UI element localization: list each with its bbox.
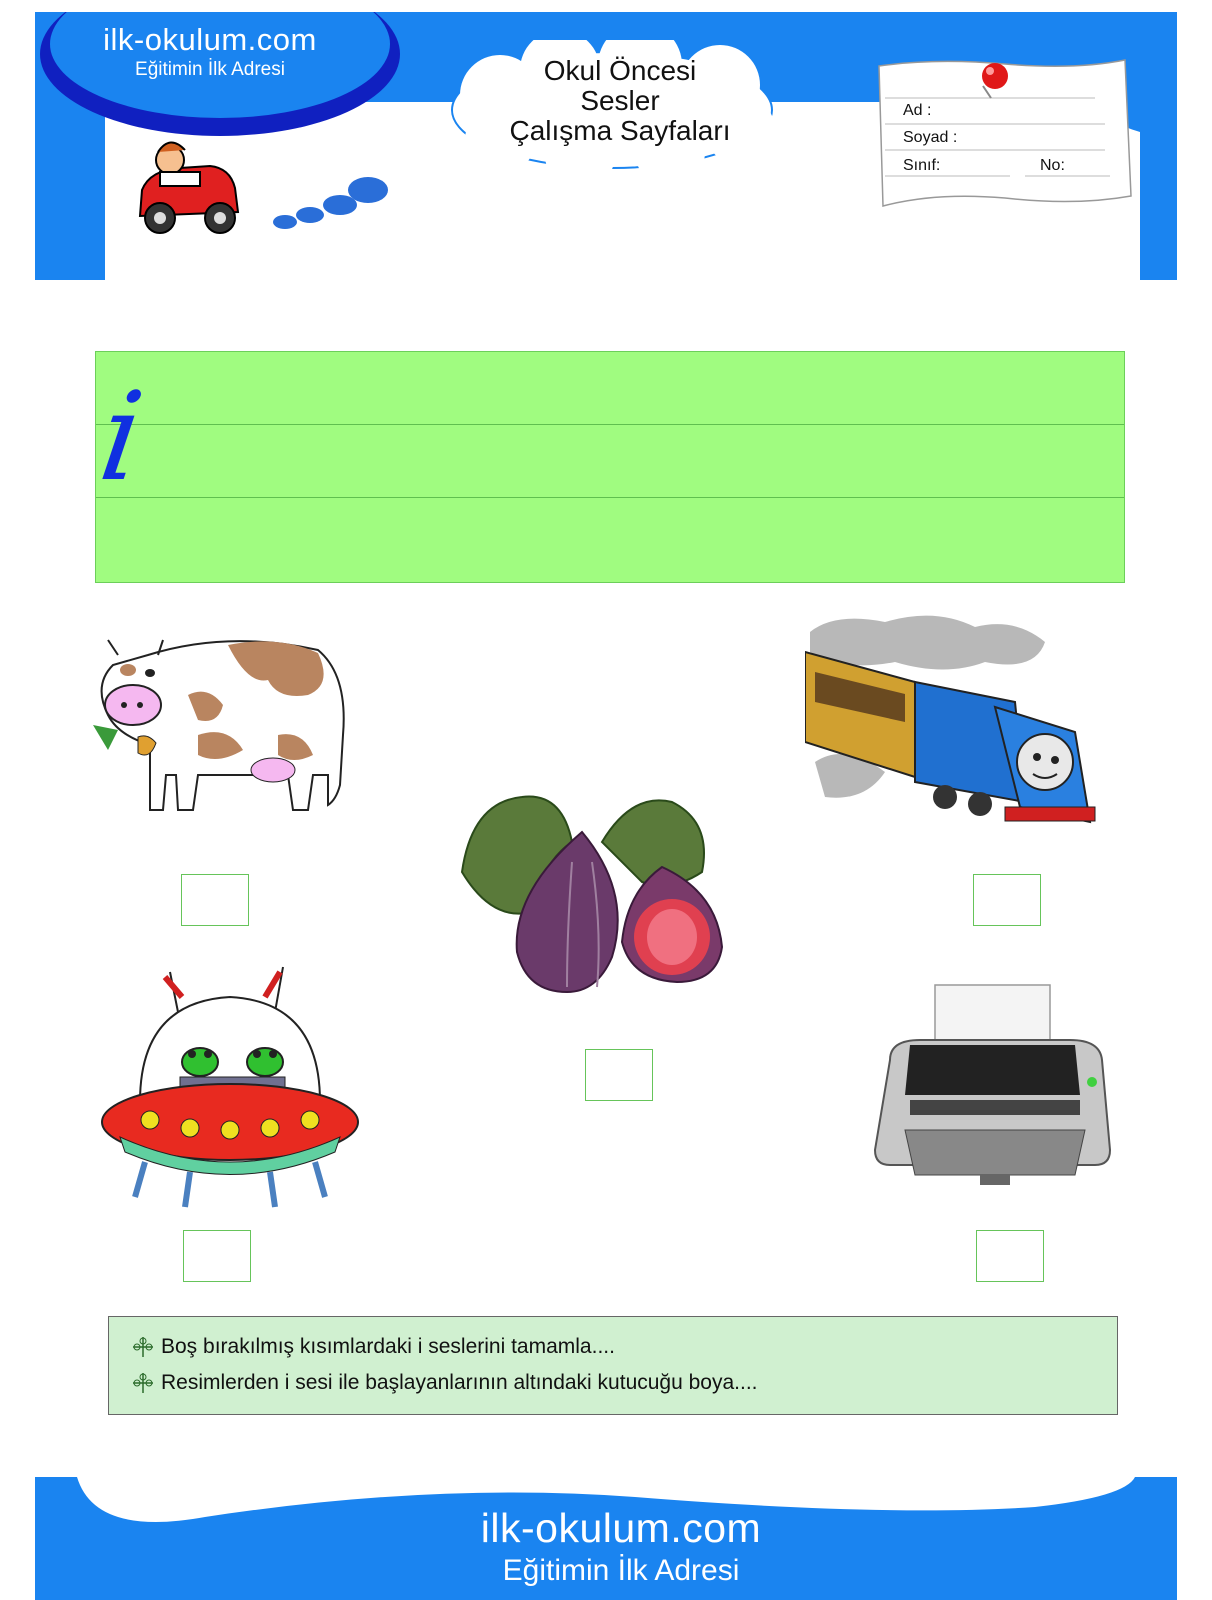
namecard-sinif-label: Sınıf: (903, 157, 941, 174)
instruction-text-2: Resimlerden i sesi ile başlayanlarının altındaki kutucuğu boya.... (161, 1371, 758, 1394)
instruction-item (131, 1371, 758, 1395)
answer-box-cow[interactable] (181, 874, 249, 926)
answer-box-fig[interactable] (585, 1049, 653, 1101)
namecard-no-label: No: (1040, 157, 1065, 174)
instructions-panel (108, 1316, 1118, 1415)
footer-logo[interactable] (0, 1505, 1212, 1588)
title-line-3: Çalışma Sayfaları (509, 115, 731, 146)
letter-tracing-area[interactable] (92, 351, 1125, 583)
header-site-name: ilk-okulum.com (103, 22, 317, 57)
printer-icon (870, 980, 1118, 1195)
header-logo[interactable] (60, 22, 360, 81)
answer-box-ufo[interactable] (183, 1230, 251, 1282)
flourish-bullet-icon (131, 1371, 155, 1395)
worksheet-title (470, 56, 770, 146)
footer-slogan: Eğitimin İlk Adresi (502, 1554, 740, 1587)
namecard-ad-label: Ad : (903, 102, 932, 119)
car-cartoon-icon (130, 130, 390, 250)
namecard-soyad-label: Soyad : (903, 129, 958, 146)
small-cloud-icon (380, 115, 450, 155)
train-icon (805, 612, 1102, 842)
cow-icon (78, 625, 353, 825)
answer-box-train[interactable] (973, 874, 1041, 926)
answer-box-printer[interactable] (976, 1230, 1044, 1282)
fig-icon (452, 782, 737, 997)
footer-site-name: ilk-okulum.com (480, 1505, 762, 1551)
trace-letter-i: i (92, 366, 152, 508)
header-slogan: Eğitimin İlk Adresi (135, 59, 285, 80)
title-line-2: Sesler (580, 85, 660, 116)
flourish-bullet-icon (131, 1335, 155, 1359)
instruction-text-1: Boş bırakılmış kısımlardaki i seslerini tamamla.... (161, 1335, 615, 1358)
instruction-item (131, 1335, 615, 1359)
trace-guide-line-bottom (96, 497, 1124, 498)
ufo-icon (100, 962, 362, 1212)
trace-guide-line-top (96, 424, 1124, 425)
title-line-1: Okul Öncesi (543, 55, 697, 86)
